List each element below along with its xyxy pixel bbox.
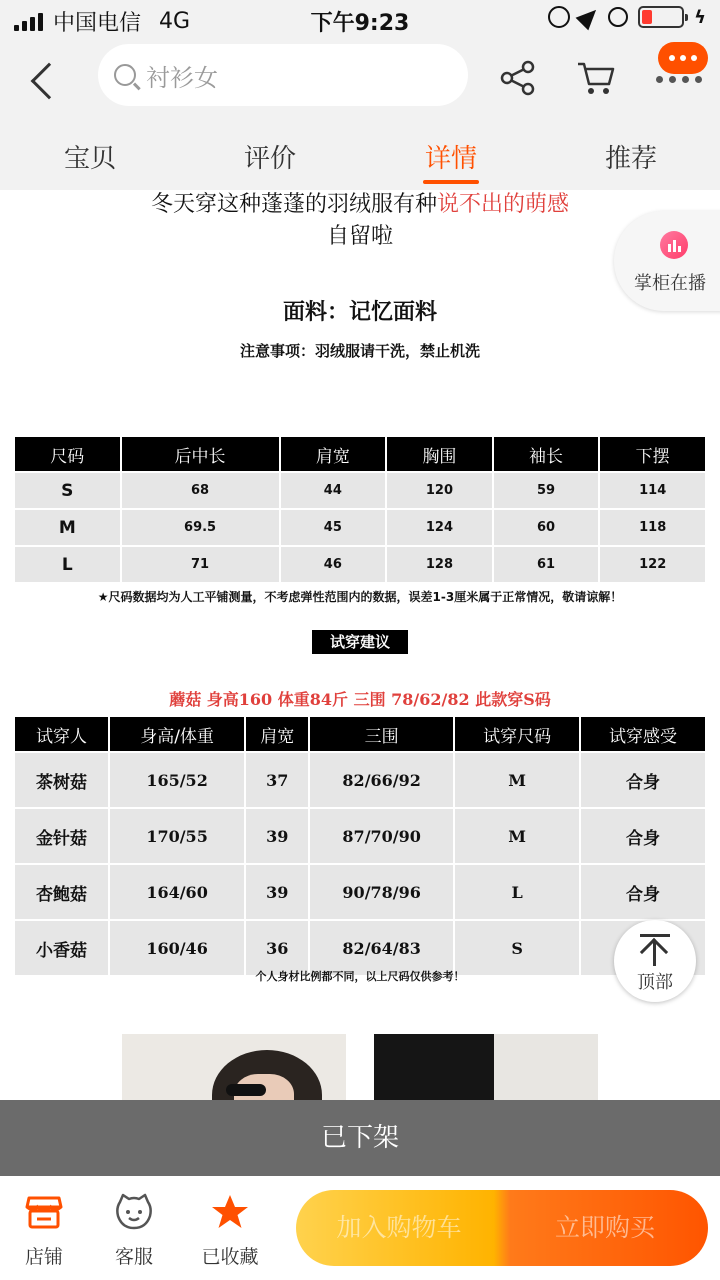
table-cell: 71 <box>122 547 279 582</box>
size-col-shoulder: 肩宽 <box>281 437 386 471</box>
fit-table <box>13 715 707 977</box>
table-cell: 合身 <box>581 865 705 919</box>
fit-col-tester: 试穿人 <box>15 717 108 751</box>
table-cell: 45 <box>281 510 386 545</box>
table-cell: 39 <box>246 865 308 919</box>
back-to-top-label: 顶部 <box>637 972 673 993</box>
size-col-length: 后中长 <box>122 437 279 471</box>
table-cell: 37 <box>246 753 308 807</box>
table-cell: 小香菇 <box>15 921 108 975</box>
back-arrow-icon[interactable] <box>31 63 68 100</box>
active-tab-underline <box>423 180 479 184</box>
fit-disclaimer: 个人身材比例都不同，以上尺码仅供参考！ <box>255 970 465 983</box>
table-cell: 61 <box>494 547 599 582</box>
table-cell: 128 <box>387 547 492 582</box>
back-to-top-button[interactable] <box>614 920 696 1002</box>
table-cell: 114 <box>600 473 705 508</box>
buy-now-button[interactable]: 立即购买 <box>554 1213 655 1242</box>
table-cell: 69.5 <box>122 510 279 545</box>
detail-content <box>0 190 720 1100</box>
network-type: 4G <box>159 9 191 34</box>
table-cell: 36 <box>246 921 308 975</box>
table-cell: 118 <box>600 510 705 545</box>
table-row <box>15 510 705 545</box>
intro-line-1 <box>0 190 720 220</box>
shop-button[interactable] <box>4 1192 84 1269</box>
table-cell: 68 <box>122 473 279 508</box>
table-cell: 122 <box>600 547 705 582</box>
arrow-up-icon <box>640 934 670 937</box>
detail-tabs <box>0 128 720 190</box>
table-cell: 87/70/90 <box>310 809 453 863</box>
shop-icon <box>24 1192 64 1232</box>
customer-service-button[interactable] <box>94 1192 174 1269</box>
charging-icon: ϟ <box>694 6 706 28</box>
purchase-buttons <box>296 1190 708 1266</box>
size-table <box>13 435 707 584</box>
status-right <box>548 6 706 28</box>
delisted-banner: 已下架 <box>0 1100 720 1176</box>
table-row <box>15 753 705 807</box>
table-row <box>15 865 705 919</box>
table-cell: 124 <box>387 510 492 545</box>
live-stream-button[interactable] <box>614 211 720 311</box>
table-cell: 金针菇 <box>15 809 108 863</box>
size-col-hem: 下摆 <box>600 437 705 471</box>
status-time: 下午9:23 <box>310 11 410 36</box>
search-box[interactable] <box>98 44 468 106</box>
share-icon[interactable] <box>500 60 536 96</box>
size-col-chest: 胸围 <box>387 437 492 471</box>
fit-col-height-weight: 身高/体重 <box>110 717 244 751</box>
size-table-header <box>15 437 705 471</box>
message-badge <box>658 42 708 74</box>
table-cell: M <box>455 809 579 863</box>
top-header <box>0 38 720 190</box>
bottom-action-bar <box>0 1176 720 1280</box>
size-disclaimer: ★尺码数据均为人工平铺测量，不考虑弹性范围内的数据，误差1-3厘米属于正常情况，敬请谅解！ <box>97 590 623 604</box>
battery-icon <box>638 6 684 28</box>
fit-col-measurements: 三围 <box>310 717 453 751</box>
product-photo[interactable] <box>374 1034 598 1100</box>
table-cell: 82/66/92 <box>310 753 453 807</box>
search-icon <box>114 64 136 86</box>
shop-label: 店铺 <box>24 1246 63 1268</box>
fit-col-shoulder: 肩宽 <box>246 717 308 751</box>
table-cell: 合身 <box>581 753 705 807</box>
table-cell: L <box>15 547 120 582</box>
favorite-button[interactable] <box>190 1192 270 1269</box>
table-cell: 合身 <box>581 809 705 863</box>
customer-service-label: 客服 <box>114 1246 153 1268</box>
intro-plain: 冬天穿这种蓬蓬的羽绒服有种 <box>150 192 437 217</box>
tab-baby[interactable]: 宝贝 <box>63 144 116 174</box>
model-info: 蘑菇 身高160 体重84斤 三围 78/62/82 此款穿S码 <box>169 690 551 709</box>
table-row <box>15 547 705 582</box>
table-cell: 170/55 <box>110 809 244 863</box>
table-cell: 60 <box>494 510 599 545</box>
table-cell: 46 <box>281 547 386 582</box>
cart-icon[interactable] <box>576 60 616 96</box>
location-icon <box>576 4 603 31</box>
table-cell: L <box>455 865 579 919</box>
live-stream-label: 掌柜在播 <box>634 273 706 294</box>
size-col-sleeve: 袖长 <box>494 437 599 471</box>
carrier-name: 中国电信 <box>53 11 142 36</box>
table-cell: M <box>15 510 120 545</box>
favorite-label: 已收藏 <box>201 1246 259 1268</box>
table-row <box>15 809 705 863</box>
care-notice: 注意事项：羽绒服请干洗，禁止机洗 <box>239 342 480 360</box>
table-cell: 杏鲍菇 <box>15 865 108 919</box>
table-row <box>15 921 705 975</box>
rotation-lock-icon <box>548 6 570 28</box>
table-cell: M <box>455 753 579 807</box>
table-cell: S <box>455 921 579 975</box>
table-cell: 164/60 <box>110 865 244 919</box>
star-icon <box>210 1192 250 1232</box>
fabric-heading: 面料：记忆面料 <box>282 300 437 325</box>
fit-table-header <box>15 717 705 751</box>
table-cell: 160/46 <box>110 921 244 975</box>
alarm-icon <box>608 7 628 27</box>
fit-col-size: 试穿尺码 <box>455 717 579 751</box>
table-cell: 165/52 <box>110 753 244 807</box>
search-text: 衬衫女 <box>146 63 218 92</box>
product-photo[interactable] <box>122 1034 346 1100</box>
size-col-size: 尺码 <box>15 437 120 471</box>
table-cell: 39 <box>246 809 308 863</box>
add-to-cart-button[interactable]: 加入购物车 <box>336 1213 462 1242</box>
more-menu-icon[interactable] <box>654 42 708 96</box>
table-cell: 90/78/96 <box>310 865 453 919</box>
table-cell: 44 <box>281 473 386 508</box>
intro-line-2: 自留啦 <box>326 224 393 249</box>
table-cell: S <box>15 473 120 508</box>
fit-col-feel: 试穿感受 <box>581 717 705 751</box>
tab-reviews[interactable]: 评价 <box>243 144 296 174</box>
customer-service-icon <box>114 1192 154 1232</box>
table-row <box>15 473 705 508</box>
table-cell: 120 <box>387 473 492 508</box>
status-bar <box>0 0 720 38</box>
tab-details[interactable]: 详情 <box>424 144 477 174</box>
table-cell: 59 <box>494 473 599 508</box>
live-chart-icon <box>660 231 688 259</box>
tab-recommend[interactable]: 推荐 <box>604 144 657 174</box>
fit-advice-label: 试穿建议 <box>312 630 408 654</box>
table-cell: 82/64/83 <box>310 921 453 975</box>
table-cell: 茶树菇 <box>15 753 108 807</box>
intro-highlight: 说不出的萌感 <box>437 192 570 217</box>
